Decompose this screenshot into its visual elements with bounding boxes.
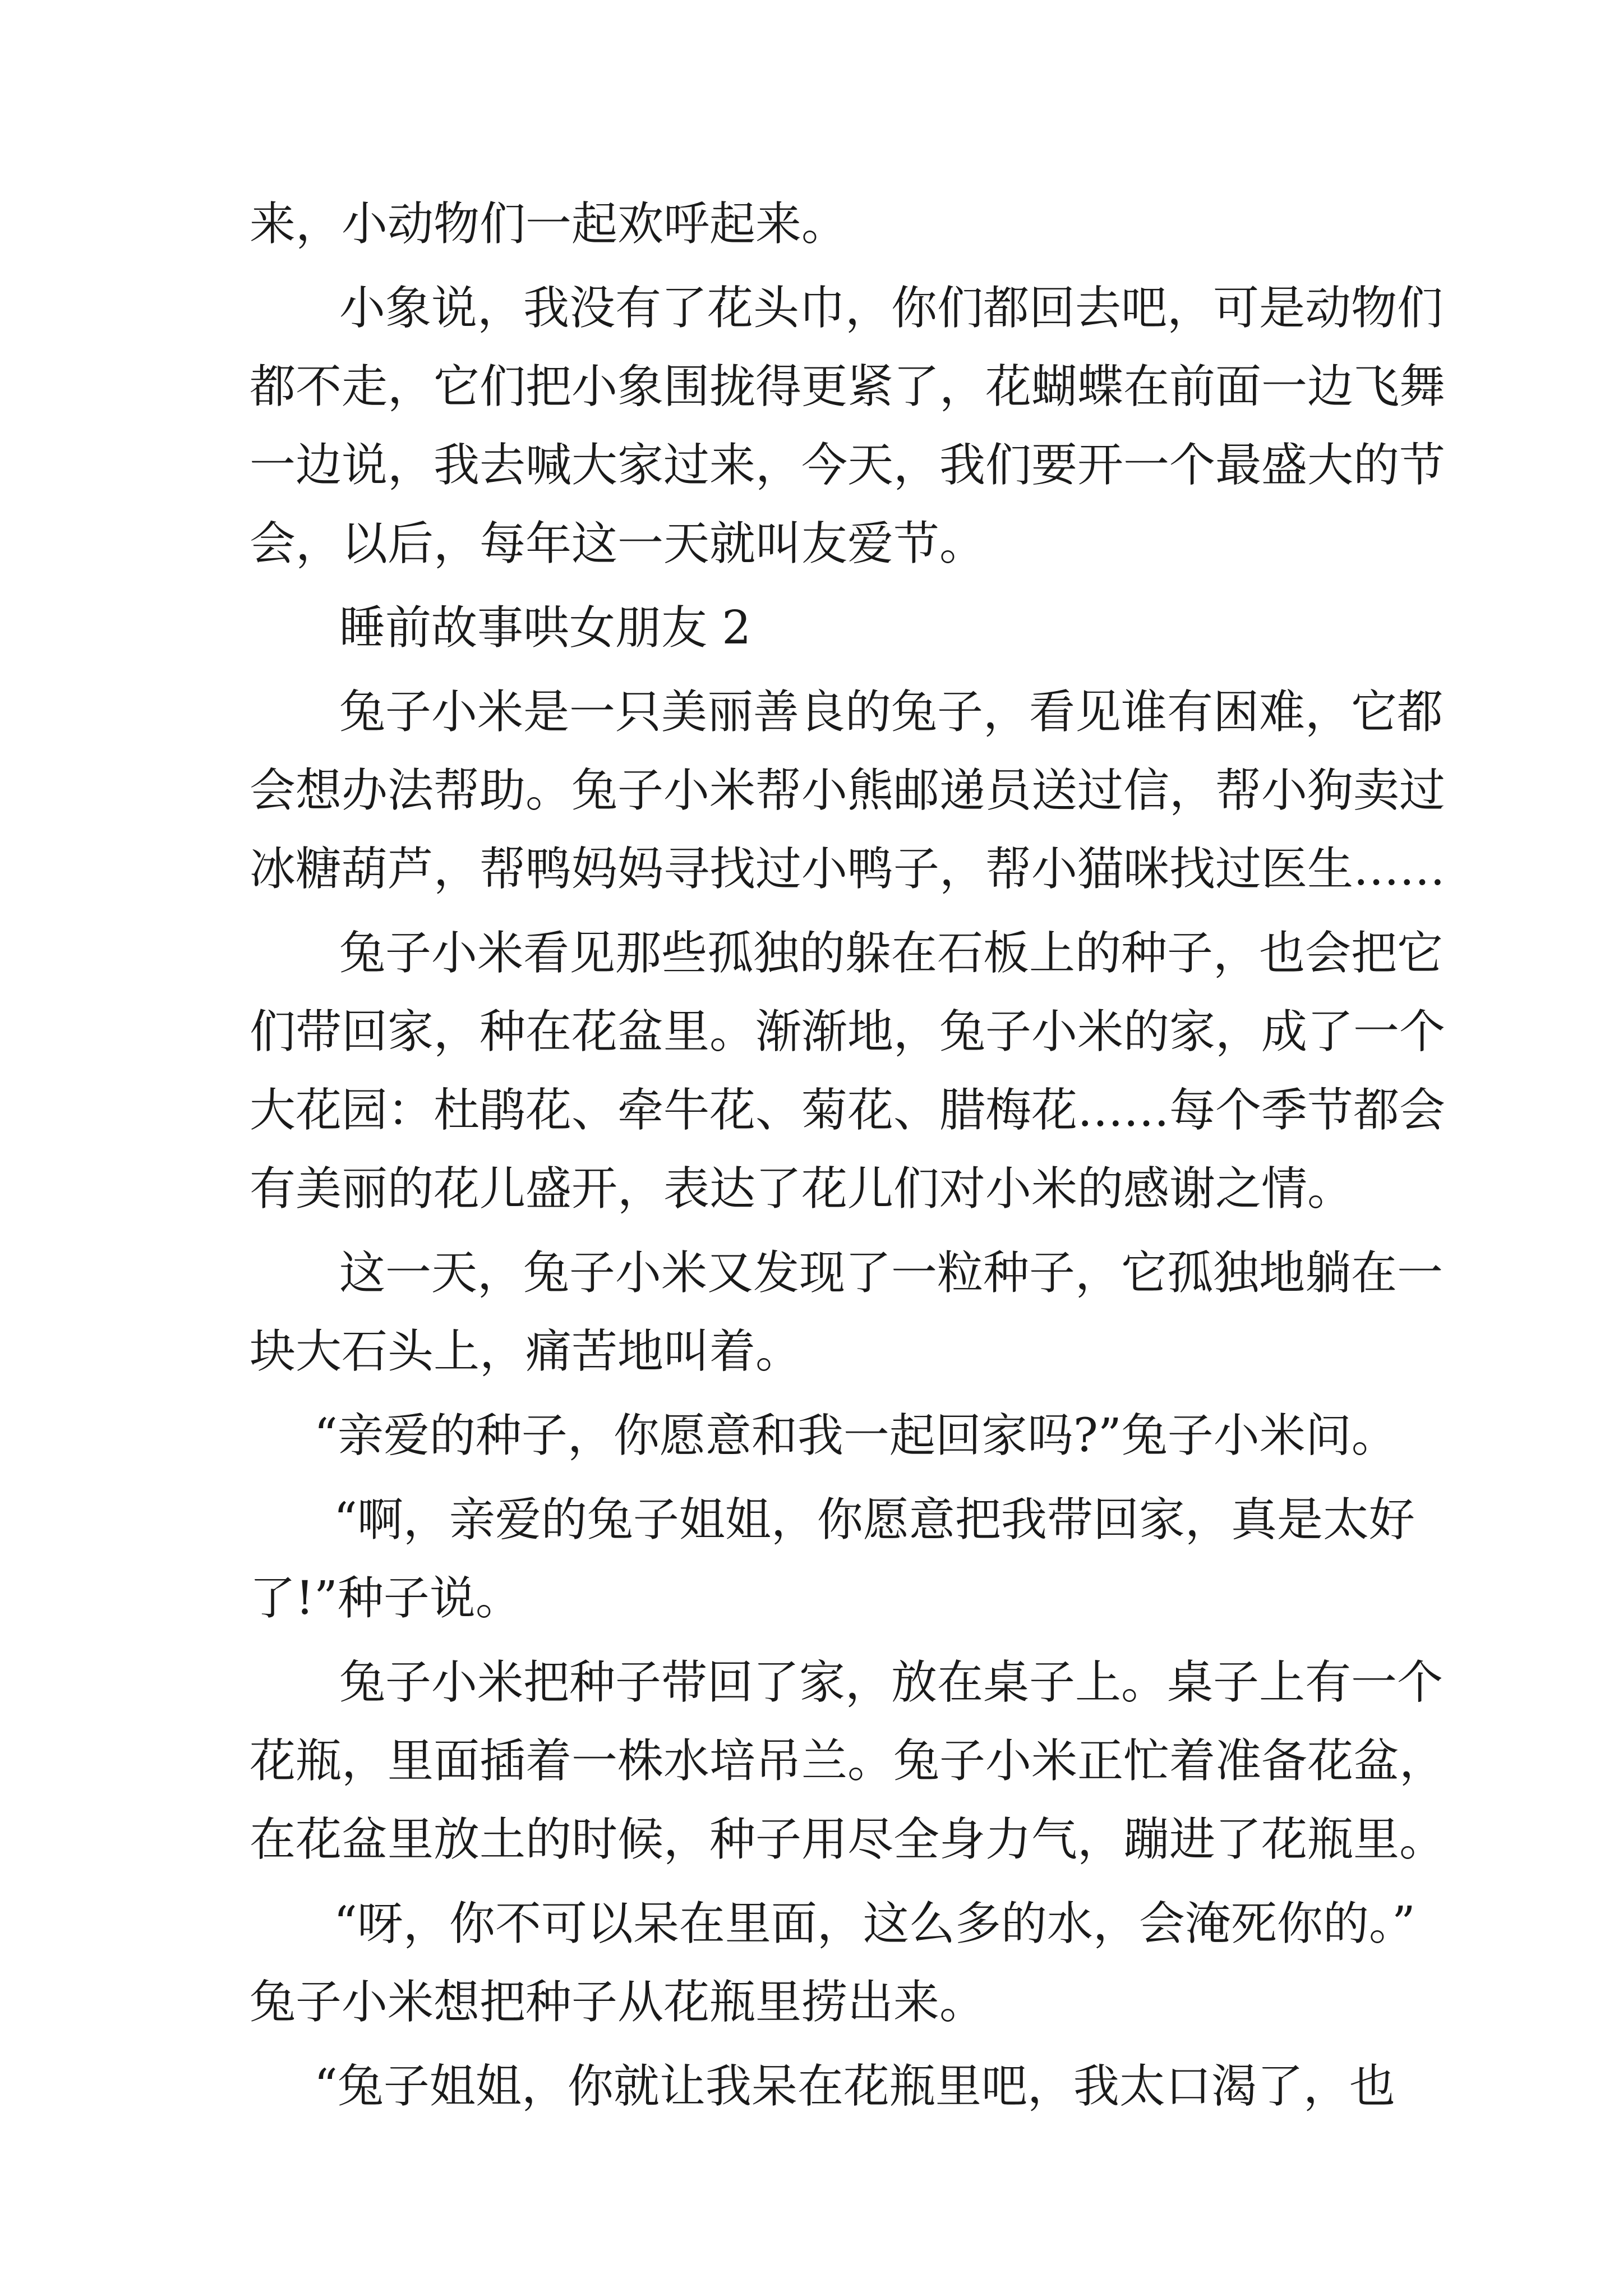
text-line: 兔子小米想把种子从花瓶里捞出来。	[250, 1976, 986, 2029]
text-line: 会想办法帮助。兔子小米帮小熊邮递员送过信，帮小狗卖过	[250, 764, 1446, 817]
text-line: 会，以后，每年这一天就叫友爱节。	[250, 517, 986, 570]
text-line: “呀，你不可以呆在里面，这么多的水，会淹死你的。”	[334, 1897, 1415, 1950]
text-line: 有美丽的花儿盛开，表达了花儿们对小米的感谢之情。	[250, 1162, 1354, 1216]
text-line: 在花盆里放土的时候，种子用尽全身力气，蹦进了花瓶里。	[250, 1813, 1446, 1866]
text-line: 了!”种子说。	[250, 1572, 522, 1625]
text-line: 冰糖葫芦，帮鸭妈妈寻找过小鸭子，帮小猫咪找过医生……	[250, 843, 1446, 896]
text-line: “啊，亲爱的兔子姐姐，你愿意把我带回家，真是太好	[334, 1493, 1415, 1547]
text-line: 兔子小米看见那些孤独的躲在石板上的种子，也会把它	[339, 927, 1444, 980]
text-line: 来，小动物们一起欢呼起来。	[250, 197, 848, 251]
text-line: 都不走，它们把小象围拢得更紧了，花蝴蝶在前面一边飞舞	[250, 360, 1446, 413]
text-line: “兔子姐姐，你就让我呆在花瓶里吧，我太口渴了，也	[314, 2060, 1395, 2113]
text-line: 兔子小米把种子带回了家，放在桌子上。桌子上有一个	[339, 1656, 1444, 1709]
text-line: 兔子小米是一只美丽善良的兔子，看见谁有困难，它都	[339, 685, 1444, 739]
text-line: 小象说，我没有了花头巾，你们都回去吧，可是动物们	[339, 282, 1444, 335]
text-line: 花瓶，里面插着一株水培吊兰。兔子小米正忙着准备花盆，	[250, 1734, 1446, 1788]
text-line: 这一天，兔子小米又发现了一粒种子，它孤独地躺在一	[339, 1246, 1444, 1300]
section-heading: 睡前故事哄女朋友 2	[339, 601, 751, 655]
text-line: “亲爱的种子，你愿意和我一起回家吗?”兔子小米问。	[314, 1409, 1398, 1462]
text-line: 一边说，我去喊大家过来，今天，我们要开一个最盛大的节	[250, 439, 1446, 492]
text-line: 们带回家，种在花盆里。渐渐地，兔子小米的家，成了一个	[250, 1005, 1446, 1059]
text-line: 块大石头上，痛苦地叫着。	[250, 1325, 802, 1378]
text-line: 大花园：杜鹃花、牵牛花、菊花、腊梅花……每个季节都会	[250, 1084, 1446, 1137]
